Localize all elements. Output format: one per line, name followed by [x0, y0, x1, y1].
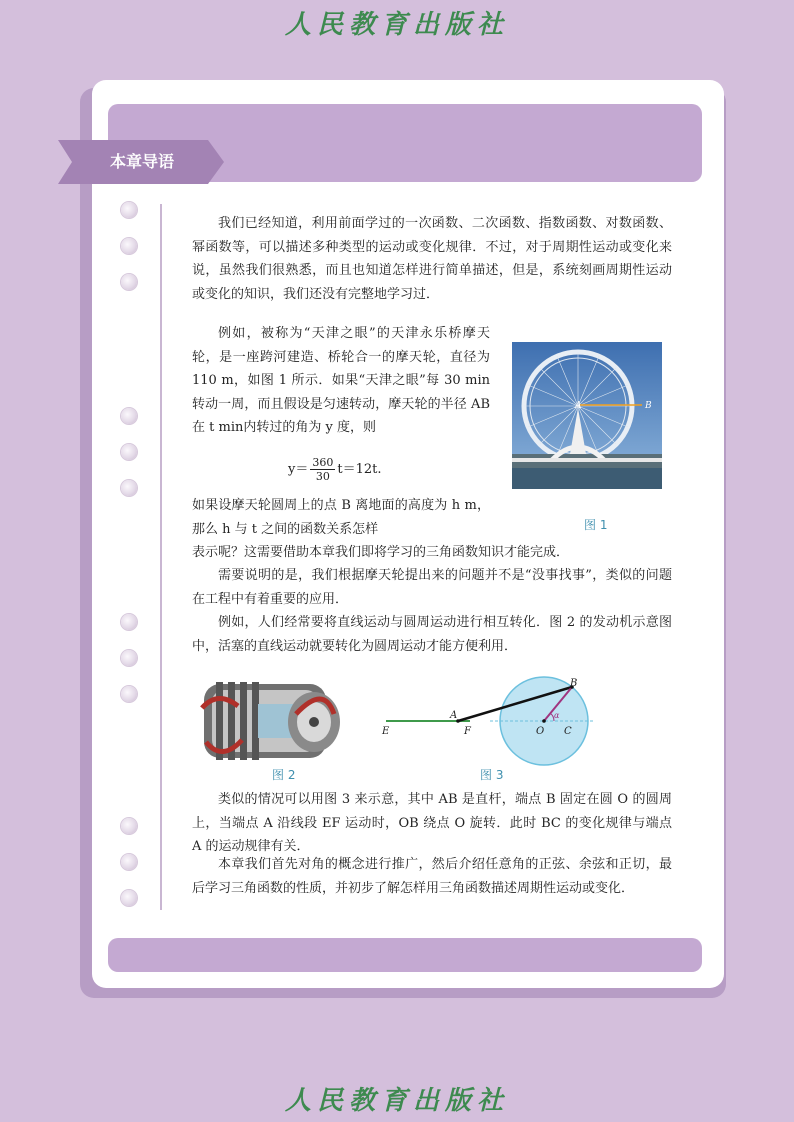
angle-formula	[288, 456, 381, 483]
formula-rhs: t＝12t.	[337, 462, 382, 477]
formula-lhs: y＝	[288, 462, 309, 477]
binder-hole	[121, 686, 137, 702]
binder-hole	[121, 818, 137, 834]
label-b: B	[570, 678, 578, 689]
label-alpha: α	[554, 711, 560, 720]
ferris-wheel-photo	[512, 342, 662, 489]
label-a: A	[450, 710, 458, 721]
label-c: C	[564, 726, 572, 737]
formula-fraction	[310, 456, 335, 483]
binder-hole	[121, 614, 137, 630]
formula-numerator: 360	[312, 456, 334, 469]
binder-hole	[121, 274, 137, 290]
section-title: 本章导语	[110, 152, 175, 171]
binder-hole	[121, 854, 137, 870]
fig1-label-b: B	[645, 401, 652, 411]
binder-hole	[121, 890, 137, 906]
footer-band	[108, 938, 702, 972]
paragraph-mechanism: 类似的情况可以用图 3 来示意，其中 AB 是直杆，端点 B 固定在圆 O 的圆周上，当端点 A 沿线段 EF 运动时，OB 绕点 O 旋转．此时 BC 的变化规律与端点 A 的运动规律有关．	[192, 792, 672, 854]
label-o: O	[536, 726, 545, 737]
label-f: F	[464, 726, 471, 737]
fig1-label-a: A	[575, 401, 582, 411]
binder-hole	[121, 480, 137, 496]
margin-line	[160, 204, 162, 910]
binder-hole	[121, 444, 137, 460]
paragraph-chapter-plan: 本章我们首先对角的概念进行推广，然后介绍任意角的正弦、余弦和正切，最后学习三角函数的性质，并初步了解怎样用三角函数描述周期性运动或变化．	[192, 857, 672, 896]
paragraph-height-answer: 表示呢？这需要借助本章我们即将学习的三角函数知识才能完成．	[192, 545, 570, 560]
paragraph-ferris-wheel: 例如，被称为“天津之眼”的天津永乐桥摩天轮，是一座跨河建造、桥轮合一的摩天轮，直径为 110 m，如图 1 所示．如果“天津之眼”每 30 min 转动一周，而且假设是匀速转动，摩天轮的半径 AB 在 t min内转过的角为 y 度，则	[192, 326, 490, 435]
binder-hole	[121, 238, 137, 254]
paragraph-engine: 例如，人们经常要将直线运动与圆周运动进行相互转化．图 2 的发动机示意图中，活塞的直线运动就要转化为圆周运动才能方便利用．	[192, 615, 672, 654]
paragraph-height-question: 如果设摩天轮圆周上的点 B 离地面的高度为 h m，那么 h 与 t 之间的函数关系怎样	[192, 498, 490, 537]
formula-denominator: 30	[315, 470, 330, 483]
paragraph-intro: 我们已经知道，利用前面学过的一次函数、二次函数、指数函数、对数函数、幂函数等，可以描述多种类型的运动或变化规律．不过，对于周期性运动或变化来说，虽然我们很熟悉，而且也知道怎样进行简单描述，但是，系统刻画周期性运动或变化的知识，我们还没有完整地学习过．	[192, 216, 672, 302]
figure1-caption: 图 1	[584, 518, 608, 532]
binder-hole	[121, 202, 137, 218]
engine-illustration	[196, 678, 350, 764]
label-e: E	[382, 726, 390, 737]
publisher-logo-bottom: 人民教育出版社	[284, 1086, 509, 1116]
mechanism-diagram	[380, 676, 608, 768]
figure2-caption: 图 2	[272, 768, 296, 782]
binder-hole	[121, 408, 137, 424]
figure3-caption: 图 3	[480, 768, 504, 782]
paragraph-application: 需要说明的是，我们根据摩天轮提出来的问题并不是“没事找事”，类似的问题在工程中有着重要的应用．	[192, 568, 672, 607]
publisher-logo-top: 人民教育出版社	[284, 10, 509, 40]
binder-hole	[121, 650, 137, 666]
